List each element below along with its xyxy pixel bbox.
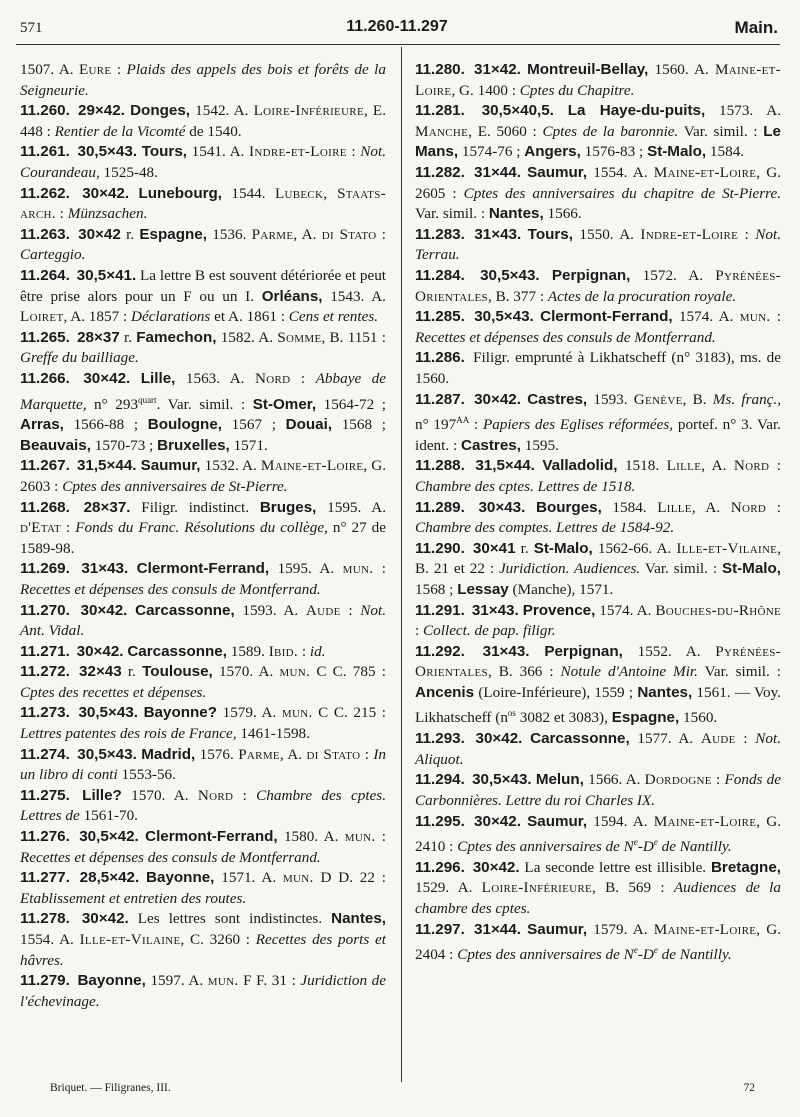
entry-11264: 11.264. 30,5×41. La lettre B est souvent détériorée et peut être prise alors pour un F ou un I. Orléans, 1543. A. Loiret, A. 1857 : Déclarations et A. 1861 : Cens et rentes. bbox=[20, 266, 387, 326]
entry-11284: 11.284. 30,5×43. Perpignan, 1572. A. Pyrénées-Orientales, B. 377 : Actes de la procuration royale. bbox=[415, 266, 782, 305]
entry-11272: 11.272. 32×43 r. Toulouse, 1570. A. mun. C C. 785 : Cptes des recettes et dépenses. bbox=[20, 663, 386, 701]
entry-11282: 11.282. 31×44. Saumur, 1554. A. Maine-et-Loire, G. 2605 : Cptes des anniversaires du chapitre de St-Pierre. Var. simil. : Nantes, 1566. bbox=[415, 163, 782, 223]
entry-11262: 11.262. 30×42. Lunebourg, 1544. Lubeck, Staats-arch. : Münzsachen. bbox=[20, 184, 387, 223]
left-column bbox=[20, 60, 386, 1012]
entry-11281: 11.281. 30,5×40,5. La Haye-du-puits, 1573. A. Manche, E. 5060 : Cptes de la baronnie. Var. simil. : Le Mans, 1574-76 ; Angers, 1576-83 ; St-Malo, 1584. bbox=[415, 102, 781, 161]
right-column bbox=[415, 60, 781, 966]
entry-11268: 11.268. 28×37. Filigr. indistinct. Bruges, 1595. A. d'Etat : Fonds du Franc. Résolutions du collège, n° 27 de 1589-98. bbox=[20, 498, 386, 557]
entry-11273: 11.273. 30,5×43. Bayonne? 1579. A. mun. C C. 215 : Lettres patentes des rois de France, 1461-1598. bbox=[20, 704, 386, 743]
entry-11276: 11.276. 30,5×42. Clermont-Ferrand, 1580. A. mun. : Recettes et dépenses des consuls de Montferrand. bbox=[20, 828, 386, 866]
entry-11297: 11.297. 31×44. Saumur, 1579. A. Maine-et-Loire, G. 2404 : Cptes des anniversaires de $N^e-De$ de Nantilly. bbox=[415, 920, 782, 964]
entry-11288: 11.288. 31,5×44. Valladolid, 1518. Lille, A. Nord : Chambre des cptes. Lettres de 1518. bbox=[415, 457, 782, 495]
entry-11261: 11.261. 30,5×43. Tours, 1541. A. Indre-et-Loire : Not. Courandeau, 1525-48. bbox=[20, 143, 386, 181]
entry-11294: 11.294. 30,5×43. Melun, 1566. A. Dordogne : Fonds de Carbonnières. Lettre du roi Charles IX. bbox=[415, 771, 782, 809]
entry-11260: 11.260. 29×42. Donges, 1542. A. Loire-Inférieure, E. 448 : Rentier de la Vicomté de 1540. bbox=[20, 102, 387, 140]
entry-cont: 1507. A. Eure : Plaids des appels des bois et forêts de la Seigneurie. bbox=[20, 61, 386, 99]
entry-11290: 11.290. 30×41 r. St-Malo, 1562-66. A. Ille-et-Vilaine, B. 21 et 22 : Juridiction. Audiences. Var. simil. : St-Malo, 1568 ; Lessay (Manche), 1571. bbox=[415, 539, 781, 598]
entry-11270: 11.270. 30×42. Carcassonne, 1593. A. Aude : Not. Ant. Vidal. bbox=[20, 601, 386, 640]
entry-11275: 11.275. Lille? 1570. A. Nord : Chambre des cptes. Lettres de 1561-70. bbox=[20, 786, 386, 825]
entry-11289: 11.289. 30×43. Bourges, 1584. Lille, A. Nord : Chambre des comptes. Lettres de 1584-92. bbox=[415, 498, 782, 537]
entry-11269: 11.269. 31×43. Clermont-Ferrand, 1595. A. mun. : Recettes et dépenses des consuls de Montferrand. bbox=[20, 560, 386, 598]
entry-11266: 11.266. 30×42. Lille, 1563. A. Nord : Abbaye de Marquette, n° $293^{quart}$. Var. simil. : St-Omer, 1564-72 ; Arras, 1566-88 ; Boulogne, 1567 ; Douai, 1568 ; Beauvais, 1570-73 ; Bruxelles, 1571. bbox=[20, 369, 387, 454]
entry-11265: 11.265. 28×37 r. Famechon, 1582. A. Somme, B. 1151 : Greffe du bailliage. bbox=[20, 328, 386, 367]
footer-sheet-number: 72 bbox=[743, 1082, 755, 1094]
entry-11277: 11.277. 28,5×42. Bayonne, 1571. A. mun. D D. 22 : Etablissement et entretien des routes. bbox=[20, 869, 387, 907]
entry-11267: 11.267. 31,5×44. Saumur, 1532. A. Maine-et-Loire, G. 2603 : Cptes des anniversaires de St-Pierre. bbox=[20, 457, 387, 495]
entry-11271: 11.271. 30×42. Carcassonne, 1589. Ibid. : id. bbox=[20, 642, 326, 660]
entry-11295: 11.295. 30×42. Saumur, 1594. A. Maine-et-Loire, G. 2410 : Cptes des anniversaires de $N^e-De$ de Nantilly. bbox=[415, 812, 782, 856]
entry-11279: 11.279. Bayonne, 1597. A. mun. F F. 31 : Juridiction de l'échevinage. bbox=[20, 972, 387, 1010]
section-title: Main. bbox=[734, 18, 778, 37]
entry-11280: 11.280. 31×42. Montreuil-Bellay, 1560. A. Maine-et-Loire, G. 1400 : Cptes du Chapitre. bbox=[415, 61, 782, 99]
entry-11278: 11.278. 30×42. Les lettres sont indistinctes. Nantes, 1554. A. Ille-et-Vilaine, C. 3260 : Recettes des ports et hâvres. bbox=[20, 910, 386, 969]
entry-11293: 11.293. 30×42. Carcassonne, 1577. A. Aude : Not. Aliquot. bbox=[415, 730, 781, 768]
entry-11296: 11.296. 30×42. La seconde lettre est illisible. Bretagne, 1529. A. Loire-Inférieure, B. 569 : Audiences de la chambre des cptes. bbox=[415, 858, 781, 917]
page-number: 571 bbox=[20, 20, 43, 36]
entry-11263: 11.263. 30×42 r. Espagne, 1536. Parme, A. di Stato : Carteggio. bbox=[20, 225, 386, 264]
entry-11283: 11.283. 31×43. Tours, 1550. A. Indre-et-Loire : Not. Terrau. bbox=[415, 225, 782, 264]
entry-11291: 11.291. 31×43. Provence, 1574. A. Bouches-du-Rhône : Collect. de pap. filigr. bbox=[415, 601, 781, 640]
entry-11274: 11.274. 30,5×43. Madrid, 1576. Parme, A. di Stato : In un libro di conti 1553-56. bbox=[20, 745, 387, 784]
column-divider bbox=[401, 47, 402, 1082]
entry-11287: 11.287. 30×42. Castres, 1593. Genève, B. Ms. franç., n° $197^{AA}$ : Papiers des Eglises réformées, portef. n° 3. Var. ident. : Castres, 1595. bbox=[415, 390, 782, 454]
entry-11286: 11.286. Filigr. emprunté à Likhatscheff (n° 3183), ms. de 1560. bbox=[415, 349, 781, 387]
footer-citation: Briquet. — Filigranes, III. bbox=[50, 1082, 171, 1094]
entry-range: 11.260-11.297 bbox=[346, 18, 448, 35]
page-header bbox=[16, 14, 778, 44]
entry-11292: 11.292. 31×43. Perpignan, 1552. A. Pyrénées-Orientales, B. 366 : Notule d'Antoine Mir. Var. simil. : Ancenis (Loire-Inférieure), 1559 ; Nantes, 1561. — Voy. Likhatscheff ($n^{os}$ 3082 et 3083), Espagne, 1560. bbox=[415, 642, 782, 727]
header-rule bbox=[16, 44, 780, 45]
entry-11285: 11.285. 30,5×43. Clermont-Ferrand, 1574. A. mun. : Recettes et dépenses des consuls de Montferrand. bbox=[415, 308, 781, 346]
